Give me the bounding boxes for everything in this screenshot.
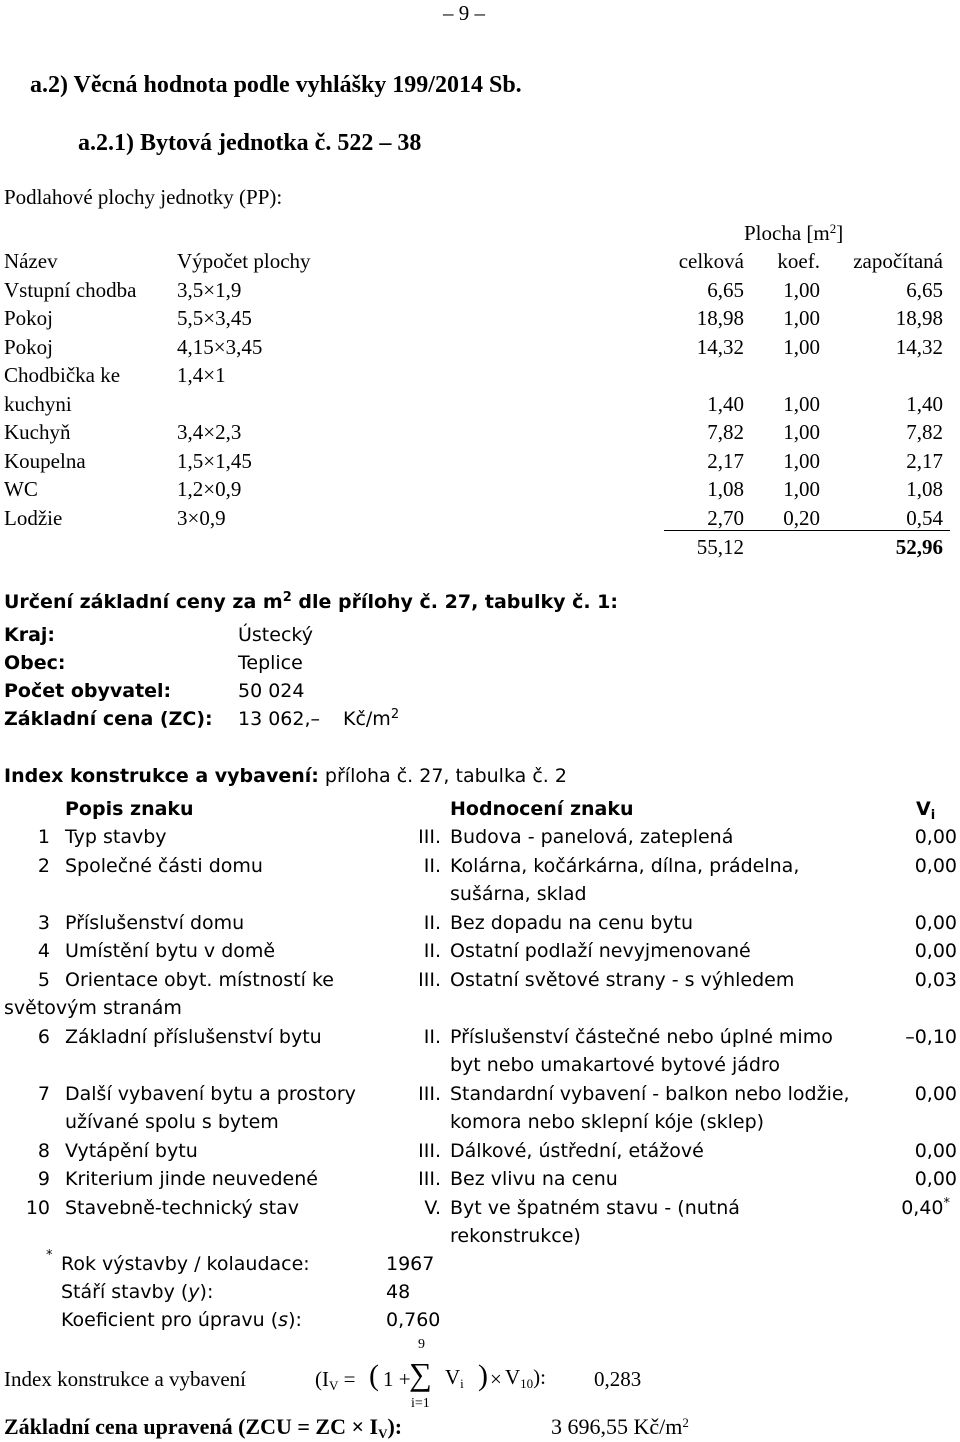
row-calc: 1,2×0,9: [177, 477, 242, 501]
page-number: – 9 –: [443, 1, 485, 25]
index-row-desc-line2: užívané spolu s bytem: [65, 1111, 279, 1133]
floor-area-title: Podlahové plochy jednotky (PP):: [4, 185, 283, 209]
row-counted: 14,32: [895, 335, 943, 359]
index-row-eval-line2: byt nebo umakartové bytové jádro: [450, 1054, 780, 1076]
row-counted: 7,82: [906, 420, 943, 444]
row-name: Koupelna: [4, 449, 86, 473]
index-row-desc: Společné části domu: [65, 855, 263, 877]
index-row-value: 0,40*: [901, 1196, 950, 1219]
formula-paren-close: ): [478, 1359, 488, 1392]
row-name: Pokoj: [4, 306, 54, 330]
row-calc: 1,5×1,45: [177, 449, 252, 473]
index-row-num: 2: [37, 855, 50, 877]
index-row-num: 1: [37, 826, 50, 848]
row-total: 6,65: [707, 278, 744, 302]
formula-paren-open: (: [369, 1359, 379, 1392]
formula-one-plus: 1 +: [383, 1367, 411, 1391]
index-row-value: 0,00: [914, 1140, 957, 1162]
row-calc: 3,5×1,9: [177, 278, 242, 302]
row-counted: 18,98: [895, 306, 943, 330]
index-row-grade: V.: [424, 1197, 441, 1219]
area-group-header: Plocha $[m^2]$: [744, 221, 844, 245]
index-row-desc: Umístění bytu v domě: [65, 940, 276, 962]
index-row-num: 7: [37, 1083, 50, 1105]
row-coef: 1,00: [783, 335, 820, 359]
row-calc: 4,15×3,45: [177, 335, 263, 359]
row-name: kuchyni: [4, 392, 72, 416]
row-name: Pokoj: [4, 335, 54, 359]
index-row-value: 0,00: [914, 1168, 957, 1190]
row-counted: 2,17: [906, 449, 943, 473]
row-total: 1,40: [707, 392, 744, 416]
row-coef: 1,00: [783, 477, 820, 501]
row-coef: 1,00: [783, 278, 820, 302]
header-total: celková: [678, 249, 744, 273]
row-counted: 0,54: [906, 506, 943, 530]
index-row-grade: III.: [418, 1168, 441, 1190]
index-row-grade: II.: [423, 912, 441, 934]
index-row-desc: Orientace obyt. místností ke: [65, 969, 334, 991]
index-row-grade: II.: [423, 1026, 441, 1048]
row-coef: 1,00: [783, 306, 820, 330]
row-counted: 6,65: [906, 278, 943, 302]
index-row-value: 0,00: [914, 855, 957, 877]
index-row-num: 4: [37, 940, 50, 962]
base-price-unit: $Kč/m^2$: [343, 707, 400, 730]
index-row-eval: Budova - panelová, zateplená: [450, 826, 734, 848]
obec-label: Obec:: [4, 652, 66, 674]
index-row-desc: Kriterium jinde neuvedené: [65, 1168, 318, 1190]
header-counted: započítaná: [853, 249, 943, 273]
index-row-desc: Typ stavby: [65, 826, 167, 848]
index-row-desc: Stavebně-technický stav: [65, 1197, 299, 1219]
population-value: 50 024: [238, 680, 305, 702]
index-row-eval-line2: komora nebo sklepní kóje (sklep): [450, 1111, 765, 1133]
row-calc: 3×0,9: [177, 506, 226, 530]
index-row-grade: III.: [418, 826, 441, 848]
index-row-eval: Bez vlivu na cenu: [450, 1168, 618, 1190]
index-row-desc: Základní příslušenství bytu: [65, 1026, 322, 1048]
index-row-value: 0,03: [914, 969, 957, 991]
formula-times: ×: [490, 1367, 502, 1391]
index-row-grade: III.: [418, 1083, 441, 1105]
formula-vi: $V_i$: [445, 1365, 464, 1391]
row-name: WC: [4, 477, 38, 501]
row-name: Lodžie: [4, 506, 63, 530]
formula-label: Index konstrukce a vybavení: [4, 1367, 247, 1391]
row-total: 2,17: [707, 449, 744, 473]
base-price-title: Určení základní ceny za $m^2$ dle přílohy č. 27, tabulky č. 1:: [4, 590, 618, 613]
index-row-eval: Bez dopadu na cenu bytu: [450, 912, 694, 934]
age-label: Stáří stavby (y):: [61, 1281, 214, 1303]
index-row-eval-line2: sušárna, sklad: [450, 883, 587, 905]
row-total: 7,82: [707, 420, 744, 444]
index-row-grade: II.: [423, 940, 441, 962]
index-row-grade: III.: [418, 969, 441, 991]
index-row-value: 0,00: [914, 1083, 957, 1105]
row-total: 2,70: [707, 506, 744, 530]
index-title: Index konstrukce a vybavení: příloha č. 27, tabulka č. 2: [4, 765, 567, 787]
row-name: Kuchyň: [4, 420, 71, 444]
formula-open: ($I_V$ =: [315, 1367, 356, 1393]
heading-a2: a.2) Věcná hodnota podle vyhlášky 199/2014 Sb.: [30, 72, 522, 98]
index-row-eval: Dálkové, ústřední, etážové: [450, 1140, 704, 1162]
row-total: 18,98: [696, 306, 744, 330]
header-name: Název: [4, 249, 58, 273]
index-row-eval: Byt ve špatném stavu - (nutná: [450, 1197, 740, 1219]
coef-label: Koeficient pro úpravu (s):: [61, 1309, 302, 1331]
sum-counted: 52,96: [895, 535, 943, 559]
index-row-grade: III.: [418, 1140, 441, 1162]
adjusted-price-label: Základní cena upravená (ZCU = ZC × $I_V$):: [4, 1414, 403, 1441]
sigma-symbol: ∑: [409, 1356, 432, 1392]
sum-upper-limit: 9: [418, 1337, 425, 1352]
footnote-star: *: [46, 1248, 53, 1263]
row-calc: 5,5×3,45: [177, 306, 252, 330]
base-price-value: 13 062,–: [238, 708, 321, 730]
index-row-grade: II.: [423, 855, 441, 877]
header-desc: Popis znaku: [65, 798, 194, 820]
population-label: Počet obyvatel:: [4, 680, 172, 702]
sum-divider: [664, 530, 950, 531]
index-row-eval: Standardní vybavení - balkon nebo lodžie,: [450, 1083, 850, 1105]
index-row-eval-line2: rekonstrukce): [450, 1225, 581, 1247]
year-value: 1967: [386, 1253, 435, 1275]
formula-v10: $V_{10}$):: [505, 1365, 546, 1391]
header-coef: koef.: [777, 249, 820, 273]
row-name: Vstupní chodba: [4, 278, 137, 302]
index-row-value: –0,10: [905, 1026, 957, 1048]
sum-lower-limit: i=1: [411, 1396, 430, 1411]
index-row-desc: Příslušenství domu: [65, 912, 245, 934]
header-calc: Výpočet plochy: [177, 249, 311, 273]
formula-value: 0,283: [594, 1367, 642, 1391]
row-name: Chodbička ke: [4, 363, 121, 387]
index-row-value: 0,00: [914, 826, 957, 848]
coef-value: 0,760: [386, 1309, 441, 1331]
index-row-eval: Kolárna, kočárkárna, dílna, prádelna,: [450, 855, 800, 877]
index-row-value: 0,00: [914, 940, 957, 962]
year-label: Rok výstavby / kolaudace:: [61, 1253, 310, 1275]
index-row-desc-line2: světovým stranám: [4, 997, 182, 1019]
kraj-value: Ústecký: [238, 624, 313, 646]
row-calc: 3,4×2,3: [177, 420, 242, 444]
row-counted: 1,08: [906, 477, 943, 501]
adjusted-price-value: 3 696,55 $Kč/m^2$: [551, 1414, 689, 1439]
index-row-eval: Ostatní světové strany - s výhledem: [450, 969, 795, 991]
row-total: 14,32: [696, 335, 744, 359]
row-coef: 1,00: [783, 392, 820, 416]
index-row-num: 8: [37, 1140, 50, 1162]
obec-value: Teplice: [238, 652, 303, 674]
index-row-desc: Vytápění bytu: [65, 1140, 198, 1162]
index-row-desc: Další vybavení bytu a prostory: [65, 1083, 356, 1105]
kraj-label: Kraj:: [4, 624, 56, 646]
row-counted: 1,40: [906, 392, 943, 416]
index-row-num: 10: [25, 1197, 50, 1219]
index-row-num: 5: [37, 969, 50, 991]
index-row-eval: Příslušenství částečné nebo úplné mimo: [450, 1026, 833, 1048]
row-total: 1,08: [707, 477, 744, 501]
header-vi: $V_i$: [916, 798, 936, 823]
index-row-value: 0,00: [914, 912, 957, 934]
row-coef: 1,00: [783, 420, 820, 444]
index-row-num: 3: [37, 912, 50, 934]
index-row-eval: Ostatní podlaží nevyjmenované: [450, 940, 751, 962]
header-eval: Hodnocení znaku: [450, 798, 634, 820]
row-coef: 1,00: [783, 449, 820, 473]
index-row-num: 6: [37, 1026, 50, 1048]
index-row-num: 9: [37, 1168, 50, 1190]
heading-a21: a.2.1) Bytová jednotka č. 522 – 38: [78, 130, 422, 156]
row-calc: 1,4×1: [177, 363, 226, 387]
sum-total: 55,12: [696, 535, 744, 559]
age-value: 48: [386, 1281, 411, 1303]
row-coef: 0,20: [783, 506, 820, 530]
base-price-label: Základní cena (ZC):: [4, 708, 213, 730]
